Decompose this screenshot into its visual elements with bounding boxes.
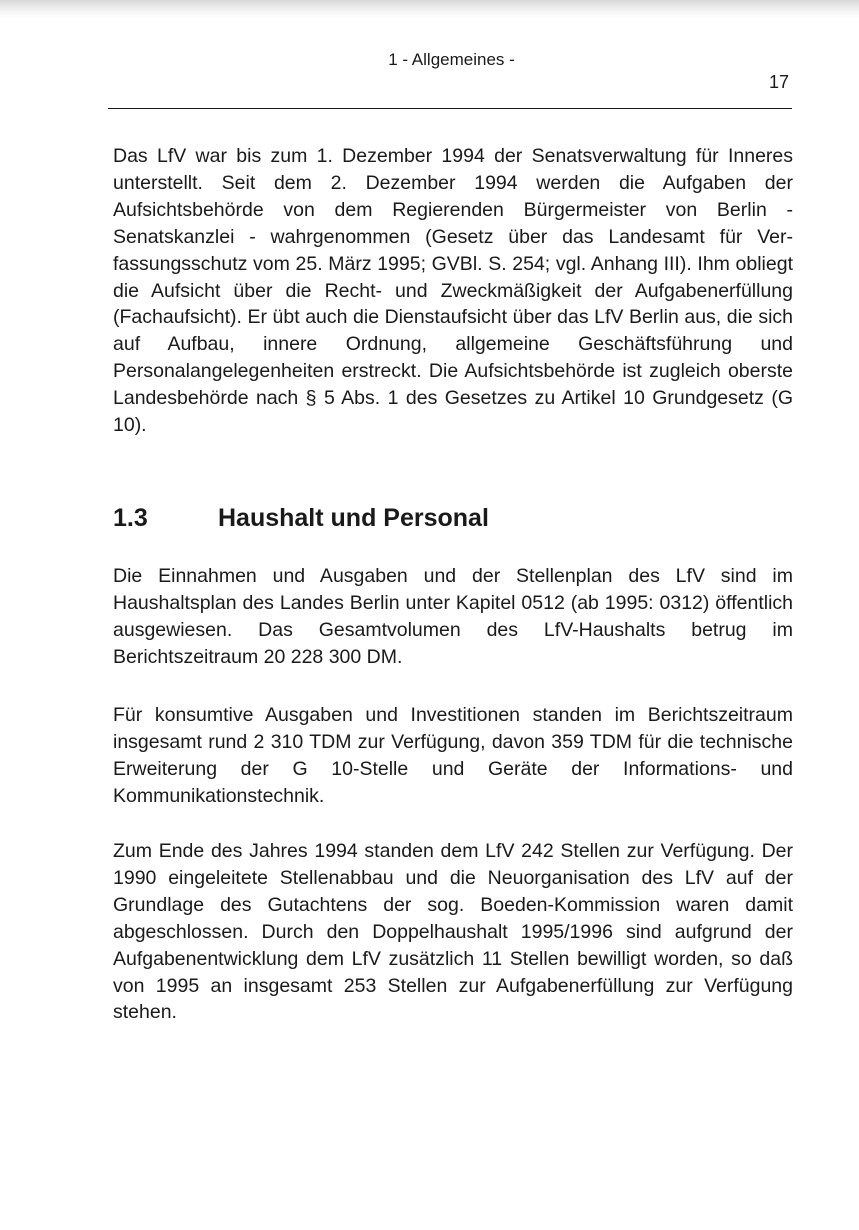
page-number: 17	[768, 72, 789, 92]
section-heading	[113, 502, 793, 534]
section-number: 1.3	[113, 504, 148, 532]
paragraph-staff: Zum Ende des Jahres 1994 standen dem LfV 242 Stellen zur Verfügung. Der 1990 eingeleitete Stellenabbau und die Neuorganisation des LfV auf der Grundlage des Gutachtens der sog. Boeden-Kommission waren damit abgeschlossen. Durch den Doppelhaushalt 1995/1996 sind aufgrund der Aufgabenentwicklung dem LfV zusätzlich 11 Stellen bewilligt worden, so daß von 1995 an insgesamt 253 Stellen zur Aufgabenerfüllung zur Verfügung stehen.	[113, 840, 793, 1024]
header-rule	[108, 108, 792, 109]
paragraph-budget: Die Einnahmen und Ausgaben und der Stellenplan des LfV sind im Haushaltsplan des Landes Berlin unter Kapitel 0512 (ab 1995: 0312) öffentlich ausgewiesen. Das Gesamtvolumen des LfV-Haushalts betrug im Berichtszeitraum 20 228 300 DM.	[113, 565, 793, 668]
section-title: Haushalt und Personal	[218, 504, 489, 532]
running-head: 1 - Allgemeines -	[388, 50, 515, 69]
paragraph-expenditure: Für konsumtive Ausgaben und Investitionen standen im Berichtszeitraum insgesamt rund 2 310 TDM zur Verfügung, davon 359 TDM für die technische Erweiterung der G 10-Stelle und Geräte der Informations- und Kommunikationstechnik.	[113, 704, 793, 807]
scan-edge-shadow	[0, 0, 859, 18]
paragraph-supervision: Das LfV war bis zum 1. Dezember 1994 der Senatsverwaltung für Inneres unterstellt. Seit dem 2. Dezember 1994 werden die Aufgaben der Aufsichtsbehörde von dem Regierenden Bürgermeister von Berlin - Senatskanzlei - wahrgenommen (Gesetz über das Landesamt für Verfassungsschutz vom 25. März 1995; GVBl. S. 254; vgl. Anhang III). Ihm obliegt die Aufsicht über die Recht- und Zweckmäßigkeit der Aufgabenerfüllung (Fachaufsicht). Er übt auch die Dienstaufsicht über das LfV Berlin aus, die sich auf Aufbau, innere Ordnung, allgemeine Geschäftsführung und Personalangelegenheiten erstreckt. Die Aufsichtsbehörde ist zugleich oberste Landesbehörde nach § 5 Abs. 1 des Gesetzes zu Artikel 10 Grundgesetz (G 10).	[113, 145, 793, 437]
